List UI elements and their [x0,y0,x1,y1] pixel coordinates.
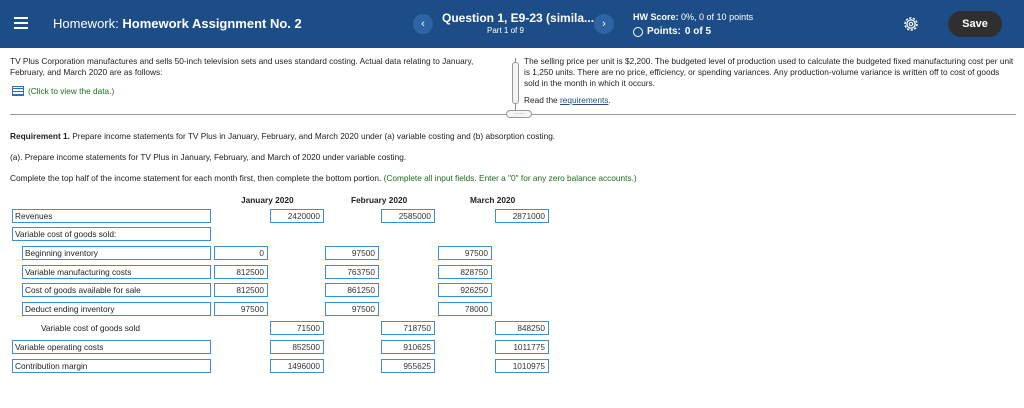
ending-inventory-february-input[interactable]: 97500 [325,302,379,316]
revenues-february-input[interactable]: 2585000 [381,209,435,223]
requirement-a: (a). Prepare income statements for TV Plus in January, February, and March of 2020 under variable costing. [10,152,407,162]
variable-mfg-costs-march-input[interactable]: 828750 [438,265,492,279]
settings-gear-icon[interactable] [902,15,920,33]
table-icon [12,86,24,96]
points-label: Points: [647,26,681,37]
column-header-february: February 2020 [351,195,408,205]
variable-operating-costs-march-input[interactable]: 1011775 [495,340,549,354]
homework-prefix: Homework: [53,16,119,31]
horizontal-divider-handle[interactable]: ····· [506,110,532,118]
requirements-link[interactable]: requirements [560,95,609,105]
ending-inventory-march-input[interactable]: 78000 [438,302,492,316]
row-label-variable-operating-costs: Variable operating costs [12,340,211,354]
view-data-link-label[interactable]: (Click to view the data.) [28,86,115,96]
column-header-january: January 2020 [241,195,294,205]
instructions [10,173,637,183]
previous-question-button[interactable]: ‹ [413,14,433,34]
variable-operating-costs-january-input[interactable]: 852500 [270,340,324,354]
contribution-margin-march-input[interactable]: 1010975 [495,359,549,373]
variable-operating-costs-february-input[interactable]: 910625 [381,340,435,354]
hw-score-value: 0%, 0 of 10 points [681,12,754,22]
save-button[interactable]: Save [948,11,1002,37]
row-label-variable-cogs-header: Variable cost of goods sold: [12,227,211,241]
question-part: Part 1 of 9 [487,26,524,35]
contribution-margin-january-input[interactable]: 1496000 [270,359,324,373]
row-label-variable-manufacturing-costs: Variable manufacturing costs [22,265,211,279]
read-requirements [524,95,611,105]
homework-title [53,16,302,31]
variable-mfg-costs-february-input[interactable]: 763750 [325,265,379,279]
row-label-deduct-ending-inventory: Deduct ending inventory [22,302,211,316]
points [633,26,711,37]
hw-score-label: HW Score: [633,12,679,22]
variable-cogs-february-input[interactable]: 718750 [381,321,435,335]
variable-cogs-january-input[interactable]: 71500 [270,321,324,335]
read-suffix: . [608,95,611,105]
requirement-1-text: Prepare income statements for TV Plus in January, February, and March 2020 under (a) variable costing and (b) absorption costing. [72,131,556,141]
column-header-march: March 2020 [470,195,516,205]
beginning-inventory-january-input[interactable]: 0 [214,246,268,260]
intro-right-text: The selling price per unit is $2,200. The budgeted level of production used to calculate the budgeted fixed manufacturing cost per unit is 1,250 units. There are no price, efficiency, or spending variances. Any production-volume variance is written off to cost of goods sold in the month in which it occurs. [524,56,1014,88]
cost-goods-available-january-input[interactable]: 812500 [214,283,268,297]
row-label-revenues: Revenues [12,209,211,223]
revenues-january-input[interactable]: 2420000 [270,209,324,223]
points-circle-icon [633,27,643,37]
requirement-1 [10,131,555,141]
beginning-inventory-march-input[interactable]: 97500 [438,246,492,260]
beginning-inventory-february-input[interactable]: 97500 [325,246,379,260]
question-title: Question 1, E9-23 (simila... [442,11,595,25]
intro-left-text: TV Plus Corporation manufactures and sells 50-inch television sets and uses standard costing. Actual data relating to January, February, and March 2020 are as follows: [10,56,474,77]
homework-name: Homework Assignment No. 2 [122,16,302,31]
row-label-cost-goods-available: Cost of goods available for sale [22,283,211,297]
instructions-main: Complete the top half of the income statement for each month first, then complete the bottom portion. [10,173,382,183]
points-value: 0 of 5 [684,26,712,37]
view-data-link[interactable] [12,86,114,96]
menu-icon[interactable] [14,14,28,32]
row-label-contribution-margin: Contribution margin [12,359,211,373]
cost-goods-available-march-input[interactable]: 926250 [438,283,492,297]
contribution-margin-february-input[interactable]: 955625 [381,359,435,373]
top-bar [0,0,1024,48]
row-label-variable-cogs: Variable cost of goods sold [38,321,211,335]
variable-cogs-march-input[interactable]: 848250 [495,321,549,335]
instructions-note: (Complete all input fields. Enter a "0" for any zero balance accounts.) [383,173,637,183]
divider-drag-handle[interactable] [512,62,519,104]
cost-goods-available-february-input[interactable]: 861250 [325,283,379,297]
revenues-march-input[interactable]: 2871000 [495,209,549,223]
next-question-button[interactable]: › [594,14,614,34]
requirement-1-label: Requirement 1. [10,131,70,141]
ending-inventory-january-input[interactable]: 97500 [214,302,268,316]
hw-score [633,12,753,22]
variable-mfg-costs-january-input[interactable]: 812500 [214,265,268,279]
row-label-beginning-inventory: Beginning inventory [22,246,211,260]
read-prefix: Read the [524,95,558,105]
